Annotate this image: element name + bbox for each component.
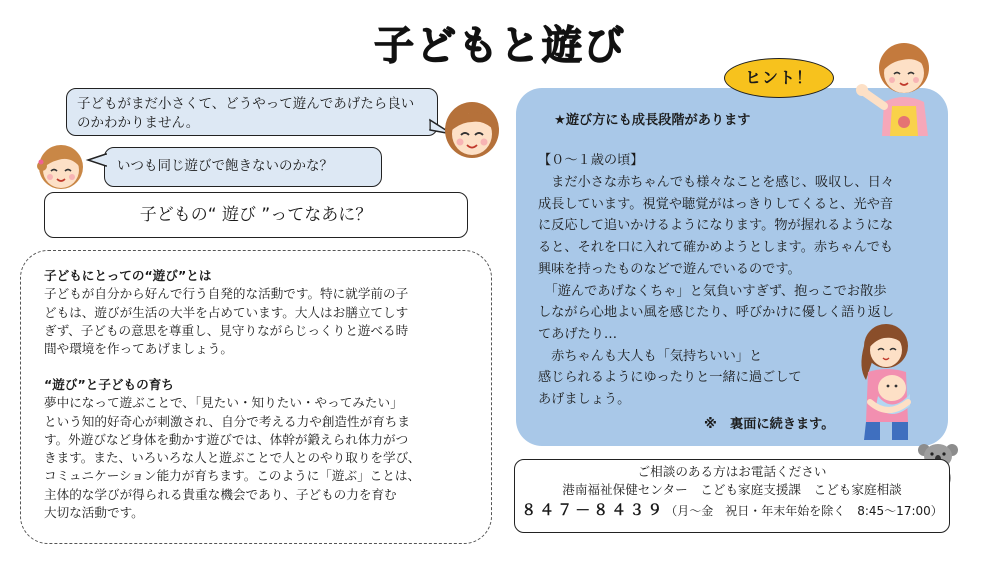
- section1-line: 間や環境を作ってあげましょう。: [44, 341, 233, 357]
- hint-heading: ★遊び方にも成長段階があります: [554, 113, 751, 128]
- hint-para2-line: てあげたり…: [538, 326, 618, 342]
- mother-speech-text: 子どもがまだ小さくて、どうやって遊んであげたら良いのかわかりません。: [77, 96, 415, 131]
- continued-note: ※ 裏面に続きます。: [704, 417, 835, 432]
- section2-line: 夢中になって遊ぶことで、「見たい・知りたい・やってみたい」: [44, 395, 403, 411]
- mother-face-icon: [444, 100, 500, 158]
- section2-line: コミュニケーション能力が育ちます。このように「遊ぶ」ことは、: [44, 468, 421, 484]
- mother-holding-baby-icon: [852, 322, 922, 448]
- question-box: 子どもの“ 遊び ”ってなあに？: [44, 192, 468, 238]
- hint-para1-line: ると、それを口に入れて確かめようとします。赤ちゃんでも: [538, 240, 894, 256]
- section2-heading: “遊び”と子どもの育ち: [44, 377, 174, 392]
- hint-subheading: 【０～１歳の頃】: [538, 153, 644, 168]
- contact-box: [514, 459, 950, 533]
- section2-line: という知的好奇心が刺激され、自分で考える力や創造性が育ちま: [44, 413, 410, 429]
- contact-phone-row: [515, 499, 949, 522]
- contact-office: 港南福祉保健センター こども家庭支援課 こども家庭相談: [562, 482, 902, 497]
- hint-para1-line: 興味を持ったものなどで遊んでいるのです。: [538, 261, 801, 277]
- hint-para1-line: 成長しています。視覚や聴覚がはっきりしてくると、光や音: [538, 196, 894, 212]
- section-play-growth: [44, 376, 476, 522]
- hint-para1-line: まだ小さな赤ちゃんでも様々なことを感じ、吸収し、日々: [538, 175, 895, 190]
- section1-line: どもは、遊びが生活の大半を占めています。大人はお膳立てしす: [44, 304, 409, 320]
- hint-para2-line: 「遊んであげなくちゃ」と気負いすぎず、抱っこでお散歩: [538, 283, 887, 299]
- hint-para1-line: に反応して追いかけるようになります。物が握れるようにな: [538, 218, 894, 234]
- hint-para2-line: しながら心地よい風を感じたり、呼びかけに優しく語り返し: [538, 305, 895, 321]
- child-speech-text: いつも同じ遊びで飽きないのかな？: [117, 158, 333, 174]
- section2-line: 主体的な学びが得られる貴重な機会であり、子どもの力を育む: [44, 486, 397, 502]
- section2-line: きます。また、いろいろな人と遊ぶことで人とのやり取りを学び、: [44, 450, 421, 466]
- section-play-meaning: [44, 267, 476, 358]
- hint-para3-line: あげましょう。: [538, 392, 631, 408]
- section1-line: ぎず、子どもの意思を尊重し、見守りながらじっくりと遊べる時: [44, 322, 409, 338]
- hint-para3-line: 赤ちゃんも大人も「気持ちいい」と: [538, 348, 763, 364]
- child-bubble-tail: [88, 152, 108, 172]
- hint-para3-line: 感じられるようにゆったりと一緒に過ごして: [538, 370, 802, 386]
- hint-badge: ヒント！: [724, 58, 834, 98]
- mother-speech-bubble: [66, 88, 438, 136]
- section2-line: す。外遊びなど身体を動かす遊びでは、体幹が鍛えられ体力がつ: [44, 431, 409, 447]
- page-title: 子どもと遊び: [374, 23, 626, 69]
- section2-line: 大切な活動です。: [44, 505, 144, 521]
- child-speech-bubble: [104, 147, 382, 187]
- child-face-icon: [36, 140, 86, 192]
- section1-line: 子どもが自分から好んで行う自発的な活動です。特に就学前の子: [44, 286, 409, 302]
- teacher-waving-icon: [856, 40, 946, 136]
- contact-intro: ご相談のある方はお電話ください: [637, 464, 827, 479]
- section1-heading: 子どもにとっての“遊び”とは: [44, 268, 212, 283]
- contact-hours: （月～金 祝日・年末年始を除く 8:45～17:00）: [665, 504, 943, 518]
- contact-phone: ８４７－８４３９: [521, 501, 666, 519]
